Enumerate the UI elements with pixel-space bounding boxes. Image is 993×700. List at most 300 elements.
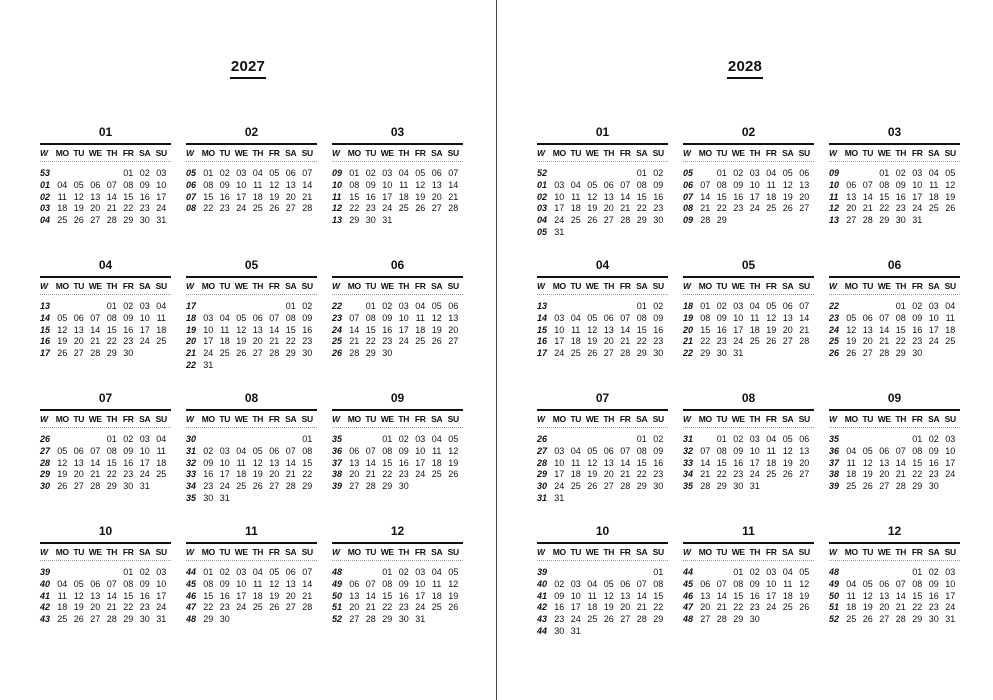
weekday-header — [683, 143, 814, 162]
weekday-label: TU — [219, 148, 231, 158]
day-cell: 21 — [448, 191, 459, 202]
month-block-06 — [332, 258, 463, 359]
day-cell: 11 — [156, 446, 166, 457]
week-row — [829, 434, 960, 446]
day-cell: 11 — [399, 180, 409, 191]
week-number: 13 — [829, 215, 840, 226]
day-cell: 17 — [139, 457, 150, 468]
week-row — [537, 492, 668, 504]
day-cell: 20 — [879, 469, 890, 480]
weekday-header — [829, 542, 960, 561]
day-cell: 13 — [846, 191, 857, 202]
day-cell: 22 — [733, 602, 744, 613]
day-cell: 03 — [928, 301, 939, 312]
week-number-header: W — [829, 547, 837, 557]
day-cell: 30 — [139, 215, 150, 226]
weekday-label: MO — [698, 148, 712, 158]
month-block-03 — [829, 125, 960, 226]
weekday-header — [186, 542, 317, 561]
day-cell: 14 — [365, 590, 376, 601]
week-row — [829, 203, 960, 215]
weekday-label: TH — [749, 414, 761, 424]
day-cell: 14 — [269, 324, 280, 335]
weekday-label: WE — [585, 148, 599, 158]
day-cell: 24 — [554, 215, 565, 226]
day-cell: 16 — [219, 191, 230, 202]
day-cell: 05 — [846, 313, 857, 324]
day-cell: 04 — [749, 301, 760, 312]
day-cell: 04 — [252, 168, 263, 179]
week-row — [40, 348, 171, 360]
day-cell: 01 — [912, 434, 923, 445]
day-cell: 28 — [269, 348, 280, 359]
weekday-header — [332, 409, 463, 428]
day-cell: 24 — [415, 602, 426, 613]
day-cell: 14 — [895, 457, 906, 468]
week-number: 49 — [332, 579, 343, 590]
day-cell: 17 — [928, 324, 939, 335]
day-cell: 22 — [716, 469, 727, 480]
day-cell: 10 — [766, 579, 777, 590]
day-cell: 13 — [269, 457, 280, 468]
day-cell: 16 — [716, 324, 727, 335]
day-cell: 28 — [620, 348, 631, 359]
weekday-label: MO — [55, 281, 69, 291]
day-cell: 07 — [365, 446, 376, 457]
weekday-label: SU — [447, 281, 459, 291]
weekday-label: FR — [122, 547, 134, 557]
day-cell: 06 — [349, 579, 360, 590]
day-cell: 10 — [945, 579, 956, 590]
week-number: 52 — [829, 614, 840, 625]
day-cell: 05 — [587, 180, 598, 191]
week-number-header: W — [40, 414, 48, 424]
day-cell: 16 — [733, 457, 744, 468]
day-cell: 29 — [716, 481, 727, 492]
day-cell: 24 — [236, 602, 247, 613]
day-cell: 01 — [636, 301, 647, 312]
week-row — [186, 324, 317, 336]
week-row — [186, 446, 317, 458]
day-cell: 24 — [749, 203, 760, 214]
day-cell: 21 — [106, 203, 117, 214]
month-name: 04 — [98, 258, 113, 272]
day-cell: 03 — [156, 168, 167, 179]
day-cell: 20 — [285, 191, 296, 202]
weekday-label: SA — [285, 414, 297, 424]
week-row — [332, 434, 463, 446]
day-cell: 03 — [733, 301, 744, 312]
weekday-label: WE — [731, 148, 745, 158]
day-cell: 20 — [73, 336, 84, 347]
day-cell: 05 — [73, 180, 84, 191]
weekday-label: SA — [928, 547, 940, 557]
day-cell: 27 — [285, 602, 296, 613]
day-cell: 12 — [862, 590, 873, 601]
day-cell: 08 — [912, 446, 923, 457]
day-cell: 19 — [587, 336, 598, 347]
day-cell: 21 — [302, 590, 313, 601]
day-cell: 22 — [382, 469, 393, 480]
week-number: 01 — [40, 180, 51, 191]
day-cell: 24 — [219, 481, 230, 492]
day-cell: 15 — [636, 324, 647, 335]
weekday-header — [40, 276, 171, 295]
week-number: 46 — [186, 590, 197, 601]
month-block-12 — [332, 524, 463, 625]
day-cell: 21 — [90, 469, 101, 480]
week-row — [186, 614, 317, 626]
day-cell: 25 — [928, 203, 939, 214]
day-cell: 22 — [912, 602, 923, 613]
week-row — [40, 324, 171, 336]
week-number: 23 — [829, 313, 840, 324]
day-cell: 10 — [749, 446, 760, 457]
week-number: 20 — [186, 336, 197, 347]
day-cell: 06 — [879, 446, 890, 457]
day-cell: 26 — [57, 348, 68, 359]
day-cell: 06 — [431, 168, 442, 179]
month-grid — [683, 567, 814, 625]
week-number-header: W — [40, 547, 48, 557]
day-cell: 07 — [799, 301, 810, 312]
weekday-label: FR — [619, 148, 631, 158]
week-number-header: W — [40, 281, 48, 291]
day-cell: 12 — [846, 324, 857, 335]
day-cell: 16 — [749, 590, 760, 601]
week-row — [186, 348, 317, 360]
day-cell: 09 — [219, 579, 230, 590]
week-number: 39 — [40, 567, 51, 578]
week-number: 10 — [829, 180, 840, 191]
day-cell: 15 — [203, 191, 214, 202]
month-grid — [537, 567, 668, 637]
day-cell: 29 — [716, 215, 727, 226]
day-cell: 11 — [253, 180, 263, 191]
week-row — [186, 579, 317, 591]
day-cell: 07 — [700, 446, 711, 457]
weekday-label: SU — [447, 148, 459, 158]
day-cell: 04 — [156, 301, 167, 312]
week-number: 16 — [40, 336, 51, 347]
weekday-label: SU — [652, 547, 664, 557]
day-cell: 01 — [716, 168, 727, 179]
day-cell: 21 — [620, 469, 631, 480]
day-cell: 06 — [90, 579, 101, 590]
month-grid — [683, 168, 814, 226]
weekday-label: FR — [619, 414, 631, 424]
day-cell: 06 — [782, 301, 793, 312]
day-cell: 03 — [749, 434, 760, 445]
day-cell: 08 — [716, 180, 727, 191]
day-cell: 02 — [928, 434, 939, 445]
day-cell: 12 — [587, 457, 598, 468]
week-number: 37 — [332, 457, 343, 468]
day-cell: 21 — [862, 203, 873, 214]
day-cell: 18 — [431, 590, 442, 601]
week-row — [683, 469, 814, 481]
day-cell: 16 — [733, 191, 744, 202]
weekday-label: SA — [431, 281, 443, 291]
day-cell: 05 — [269, 168, 280, 179]
weekday-label: TH — [749, 547, 761, 557]
day-cell: 19 — [862, 602, 873, 613]
day-cell: 10 — [236, 579, 247, 590]
day-cell: 03 — [554, 313, 565, 324]
day-cell: 07 — [895, 446, 906, 457]
day-cell: 15 — [285, 324, 296, 335]
month-grid — [829, 434, 960, 492]
week-number: 35 — [829, 434, 840, 445]
weekday-label: SU — [944, 148, 956, 158]
day-cell: 18 — [415, 324, 426, 335]
day-cell: 05 — [448, 434, 459, 445]
day-cell: 10 — [945, 446, 956, 457]
day-cell: 18 — [252, 590, 263, 601]
day-cell: 03 — [382, 168, 393, 179]
day-cell: 20 — [846, 203, 857, 214]
week-row — [537, 301, 668, 313]
day-cell: 15 — [349, 191, 360, 202]
weekday-label: TU — [219, 414, 231, 424]
month-grid — [537, 168, 668, 238]
month-block-07 — [40, 391, 171, 492]
day-cell: 13 — [879, 457, 890, 468]
weekday-label: MO — [552, 281, 566, 291]
weekday-label: WE — [380, 281, 394, 291]
week-row — [40, 481, 171, 493]
weekday-label: TH — [749, 281, 761, 291]
day-cell: 09 — [653, 313, 664, 324]
weekday-label: SU — [155, 547, 167, 557]
day-cell: 29 — [302, 481, 313, 492]
week-number: 13 — [332, 215, 343, 226]
day-cell: 08 — [123, 180, 134, 191]
day-cell: 15 — [106, 324, 117, 335]
weekday-label: MO — [201, 414, 215, 424]
day-cell: 03 — [219, 446, 230, 457]
day-cell: 12 — [782, 180, 793, 191]
day-cell: 30 — [928, 481, 939, 492]
week-number: 29 — [40, 469, 51, 480]
weekday-label: SA — [431, 414, 443, 424]
day-cell: 08 — [123, 579, 134, 590]
week-row — [829, 301, 960, 313]
day-cell: 08 — [382, 579, 393, 590]
week-row — [332, 180, 463, 192]
week-number: 22 — [829, 301, 840, 312]
day-cell: 09 — [733, 180, 744, 191]
week-row — [332, 168, 463, 180]
week-number: 18 — [683, 301, 694, 312]
day-cell: 26 — [587, 215, 598, 226]
day-cell: 17 — [156, 590, 167, 601]
day-cell: 05 — [945, 168, 956, 179]
week-number: 40 — [40, 579, 51, 590]
day-cell: 16 — [928, 590, 939, 601]
weekday-label: SA — [285, 547, 297, 557]
day-cell: 12 — [269, 180, 280, 191]
day-cell: 26 — [782, 469, 793, 480]
day-cell: 26 — [603, 614, 614, 625]
week-number: 22 — [332, 301, 343, 312]
month-name: 09 — [390, 391, 405, 405]
day-cell: 27 — [603, 348, 614, 359]
month-name: 10 — [595, 524, 610, 538]
week-number: 03 — [537, 203, 548, 214]
day-cell: 13 — [349, 457, 360, 468]
week-row — [829, 336, 960, 348]
day-cell: 26 — [587, 348, 598, 359]
day-cell: 12 — [431, 313, 442, 324]
day-cell: 01 — [349, 168, 360, 179]
day-cell: 28 — [895, 481, 906, 492]
week-number-header: W — [332, 281, 340, 291]
weekday-label: SA — [285, 281, 297, 291]
day-cell: 15 — [716, 191, 727, 202]
weekday-label: WE — [88, 547, 102, 557]
day-cell: 30 — [716, 348, 727, 359]
weekday-label: FR — [268, 547, 280, 557]
week-number: 30 — [40, 481, 51, 492]
day-cell: 31 — [156, 614, 167, 625]
day-cell: 31 — [382, 215, 393, 226]
day-cell: 18 — [928, 191, 939, 202]
month-name: 02 — [741, 125, 756, 139]
day-cell: 19 — [766, 324, 777, 335]
weekday-header — [829, 409, 960, 428]
day-cell: 08 — [636, 313, 647, 324]
day-cell: 24 — [570, 614, 581, 625]
day-cell: 11 — [57, 191, 67, 202]
year-page-0 — [0, 0, 496, 700]
day-cell: 14 — [90, 457, 101, 468]
day-cell: 18 — [570, 336, 581, 347]
week-number: 32 — [186, 457, 197, 468]
week-number-header: W — [537, 148, 545, 158]
day-cell: 19 — [448, 457, 459, 468]
month-grid — [683, 434, 814, 492]
week-row — [332, 324, 463, 336]
day-cell: 15 — [716, 457, 727, 468]
day-cell: 29 — [895, 348, 906, 359]
week-number: 51 — [829, 602, 840, 613]
weekday-header — [186, 143, 317, 162]
day-cell: 23 — [716, 336, 727, 347]
day-cell: 27 — [782, 336, 793, 347]
day-cell: 18 — [219, 336, 230, 347]
day-cell: 21 — [700, 203, 711, 214]
week-number: 30 — [186, 434, 197, 445]
week-number: 05 — [683, 168, 694, 179]
weekday-label: WE — [234, 148, 248, 158]
month-name: 07 — [595, 391, 610, 405]
day-cell: 12 — [799, 579, 810, 590]
month-name: 08 — [741, 391, 756, 405]
day-cell: 27 — [90, 215, 101, 226]
weekday-label: MO — [844, 281, 858, 291]
month-grid — [829, 301, 960, 359]
week-number: 48 — [829, 567, 840, 578]
weekday-header — [40, 542, 171, 561]
day-cell: 22 — [285, 336, 296, 347]
day-cell: 23 — [733, 469, 744, 480]
week-number: 17 — [40, 348, 51, 359]
day-cell: 17 — [398, 324, 409, 335]
day-cell: 19 — [782, 457, 793, 468]
day-cell: 04 — [846, 579, 857, 590]
week-row — [683, 481, 814, 493]
month-name: 08 — [244, 391, 259, 405]
weekday-label: SA — [782, 414, 794, 424]
day-cell: 07 — [879, 313, 890, 324]
day-cell: 04 — [846, 446, 857, 457]
day-cell: 01 — [879, 168, 890, 179]
weekday-label: TH — [603, 148, 615, 158]
day-cell: 18 — [156, 324, 167, 335]
day-cell: 04 — [415, 301, 426, 312]
day-cell: 01 — [636, 434, 647, 445]
day-cell: 23 — [219, 602, 230, 613]
day-cell: 24 — [398, 336, 409, 347]
day-cell: 20 — [285, 590, 296, 601]
day-cell: 13 — [603, 457, 614, 468]
month-name: 05 — [244, 258, 259, 272]
week-number: 51 — [332, 602, 343, 613]
day-cell: 22 — [895, 336, 906, 347]
weekday-label: MO — [552, 414, 566, 424]
weekday-label: WE — [380, 547, 394, 557]
day-cell: 26 — [269, 203, 280, 214]
day-cell: 08 — [716, 446, 727, 457]
day-cell: 21 — [895, 602, 906, 613]
month-block-06 — [829, 258, 960, 359]
day-cell: 29 — [636, 481, 647, 492]
week-number: 30 — [537, 481, 548, 492]
day-cell: 04 — [570, 313, 581, 324]
week-row — [186, 434, 317, 446]
weekday-label: SA — [636, 547, 648, 557]
weekday-header — [683, 542, 814, 561]
month-block-11 — [186, 524, 317, 625]
day-cell: 10 — [554, 324, 565, 335]
day-cell: 10 — [398, 313, 409, 324]
day-cell: 04 — [236, 446, 247, 457]
week-row — [537, 180, 668, 192]
weekday-header — [332, 143, 463, 162]
week-number: 32 — [683, 446, 694, 457]
day-cell: 23 — [653, 203, 664, 214]
day-cell: 01 — [636, 168, 647, 179]
day-cell: 04 — [252, 567, 263, 578]
day-cell: 10 — [749, 180, 760, 191]
day-cell: 09 — [302, 313, 313, 324]
day-cell: 11 — [57, 590, 67, 601]
day-cell: 08 — [106, 446, 117, 457]
week-row — [683, 336, 814, 348]
day-cell: 15 — [879, 191, 890, 202]
weekday-label: MO — [55, 414, 69, 424]
day-cell: 09 — [123, 313, 134, 324]
day-cell: 27 — [879, 481, 890, 492]
day-cell: 18 — [431, 457, 442, 468]
day-cell: 20 — [799, 191, 810, 202]
day-cell: 04 — [219, 313, 230, 324]
weekday-label: SA — [285, 148, 297, 158]
day-cell: 01 — [203, 567, 214, 578]
day-cell: 13 — [879, 590, 890, 601]
weekday-header — [537, 276, 668, 295]
